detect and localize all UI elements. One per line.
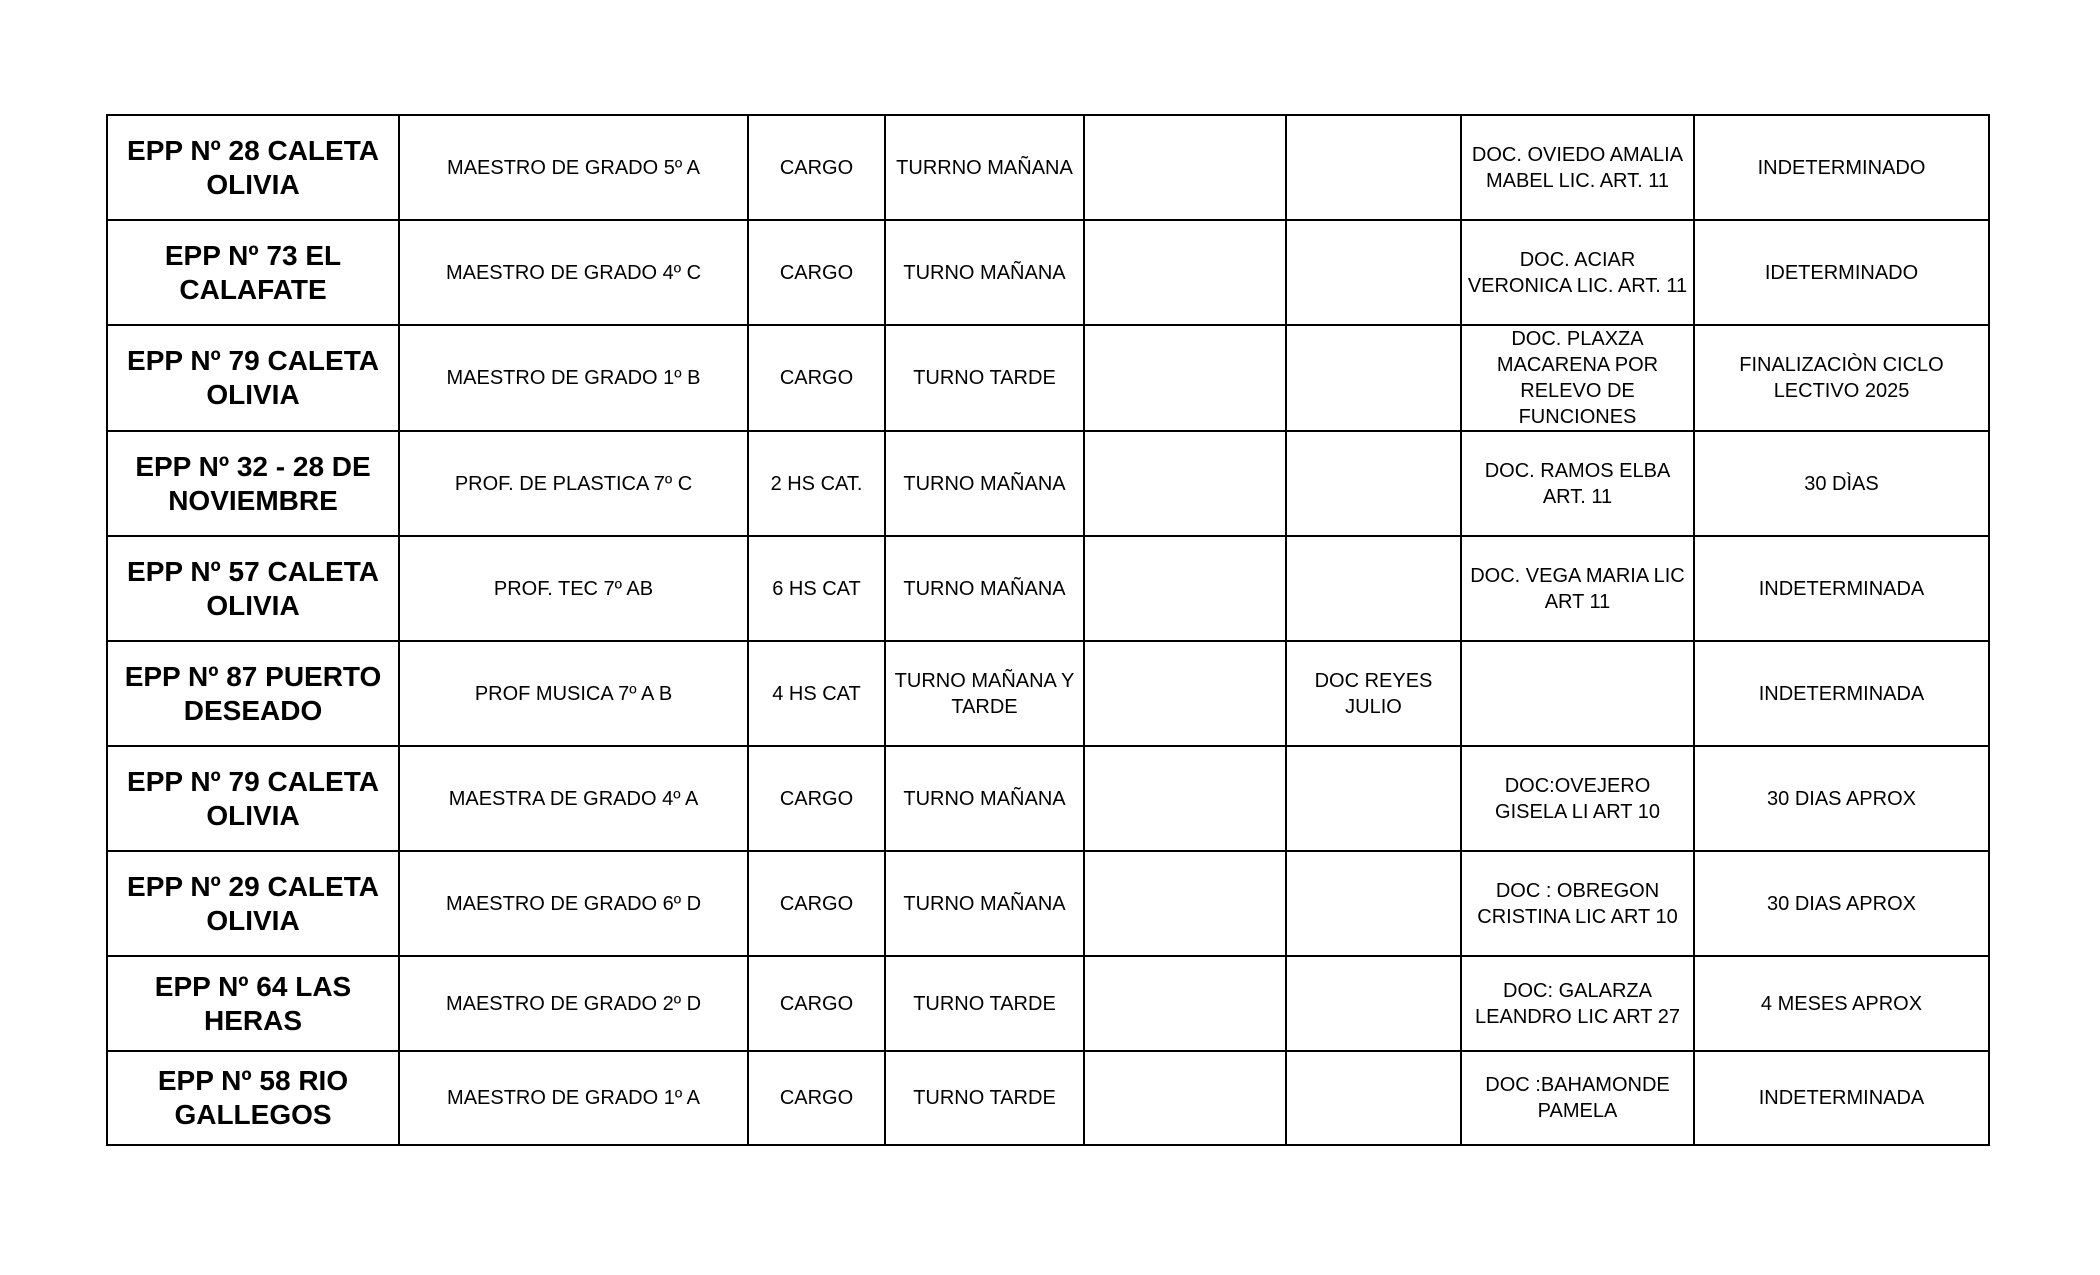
teacher-cell: DOC. PLAXZA MACARENA POR RELEVO DE FUNCIONES xyxy=(1461,325,1694,431)
assignment-type-cell: CARGO xyxy=(748,851,885,956)
table-row xyxy=(107,1051,1989,1145)
assignment-type-cell: 2 HS CAT. xyxy=(748,431,885,536)
teacher-cell: DOC :BAHAMONDE PAMELA xyxy=(1461,1051,1694,1145)
shift-cell: TURNO TARDE xyxy=(885,956,1084,1051)
school-cell: EPP Nº 79 CALETA OLIVIA xyxy=(107,325,399,431)
table-row xyxy=(107,641,1989,746)
duration-cell: 30 DÌAS xyxy=(1694,431,1989,536)
duration-cell: FINALIZACIÒN CICLO LECTIVO 2025 xyxy=(1694,325,1989,431)
school-cell: EPP Nº 64 LAS HERAS xyxy=(107,956,399,1051)
duration-cell: 30 DIAS APROX xyxy=(1694,851,1989,956)
table-row xyxy=(107,851,1989,956)
duration-cell: INDETERMINADA xyxy=(1694,536,1989,641)
table-row xyxy=(107,220,1989,325)
position-cell: MAESTRO DE GRADO 1º B xyxy=(399,325,748,431)
shift-cell: TURNO MAÑANA xyxy=(885,851,1084,956)
position-cell: MAESTRO DE GRADO 4º C xyxy=(399,220,748,325)
empty-cell xyxy=(1084,851,1286,956)
shift-cell: TURNO MAÑANA xyxy=(885,746,1084,851)
teacher-cell: DOC : OBREGON CRISTINA LIC ART 10 xyxy=(1461,851,1694,956)
assignment-type-cell: CARGO xyxy=(748,746,885,851)
shift-cell: TURNO MAÑANA xyxy=(885,536,1084,641)
shift-cell: TURNO MAÑANA xyxy=(885,431,1084,536)
duration-cell: 30 DIAS APROX xyxy=(1694,746,1989,851)
assignment-type-cell: CARGO xyxy=(748,325,885,431)
assignment-type-cell: CARGO xyxy=(748,220,885,325)
assignment-type-cell: 6 HS CAT xyxy=(748,536,885,641)
substitute-cell xyxy=(1286,746,1461,851)
assignment-type-cell: CARGO xyxy=(748,115,885,220)
shift-cell: TURRNO MAÑANA xyxy=(885,115,1084,220)
duration-cell: INDETERMINADO xyxy=(1694,115,1989,220)
substitute-cell: DOC REYES JULIO xyxy=(1286,641,1461,746)
assignment-type-cell: 4 HS CAT xyxy=(748,641,885,746)
shift-cell: TURNO MAÑANA xyxy=(885,220,1084,325)
vacancy-table xyxy=(106,114,1990,1146)
teacher-cell: DOC: GALARZA LEANDRO LIC ART 27 xyxy=(1461,956,1694,1051)
empty-cell xyxy=(1084,956,1286,1051)
school-cell: EPP Nº 58 RIO GALLEGOS xyxy=(107,1051,399,1145)
school-cell: EPP Nº 79 CALETA OLIVIA xyxy=(107,746,399,851)
empty-cell xyxy=(1084,220,1286,325)
position-cell: PROF MUSICA 7º A B xyxy=(399,641,748,746)
substitute-cell xyxy=(1286,851,1461,956)
position-cell: MAESTRO DE GRADO 5º A xyxy=(399,115,748,220)
substitute-cell xyxy=(1286,325,1461,431)
duration-cell: INDETERMINADA xyxy=(1694,641,1989,746)
duration-cell: 4 MESES APROX xyxy=(1694,956,1989,1051)
shift-cell: TURNO MAÑANA Y TARDE xyxy=(885,641,1084,746)
substitute-cell xyxy=(1286,115,1461,220)
table-row xyxy=(107,431,1989,536)
table-row xyxy=(107,536,1989,641)
table-row xyxy=(107,746,1989,851)
teacher-cell: DOC. VEGA MARIA LIC ART 11 xyxy=(1461,536,1694,641)
empty-cell xyxy=(1084,431,1286,536)
teacher-cell xyxy=(1461,641,1694,746)
duration-cell: INDETERMINADA xyxy=(1694,1051,1989,1145)
substitute-cell xyxy=(1286,431,1461,536)
empty-cell xyxy=(1084,641,1286,746)
substitute-cell xyxy=(1286,536,1461,641)
school-cell: EPP Nº 32 - 28 DE NOVIEMBRE xyxy=(107,431,399,536)
table-row xyxy=(107,325,1989,431)
teacher-cell: DOC. ACIAR VERONICA LIC. ART. 11 xyxy=(1461,220,1694,325)
substitute-cell xyxy=(1286,1051,1461,1145)
position-cell: MAESTRO DE GRADO 2º D xyxy=(399,956,748,1051)
school-cell: EPP Nº 29 CALETA OLIVIA xyxy=(107,851,399,956)
position-cell: PROF. DE PLASTICA 7º C xyxy=(399,431,748,536)
teacher-cell: DOC. RAMOS ELBA ART. 11 xyxy=(1461,431,1694,536)
empty-cell xyxy=(1084,536,1286,641)
teacher-cell: DOC:OVEJERO GISELA LI ART 10 xyxy=(1461,746,1694,851)
school-cell: EPP Nº 87 PUERTO DESEADO xyxy=(107,641,399,746)
empty-cell xyxy=(1084,115,1286,220)
shift-cell: TURNO TARDE xyxy=(885,325,1084,431)
substitute-cell xyxy=(1286,956,1461,1051)
position-cell: MAESTRA DE GRADO 4º A xyxy=(399,746,748,851)
shift-cell: TURNO TARDE xyxy=(885,1051,1084,1145)
assignment-type-cell: CARGO xyxy=(748,956,885,1051)
empty-cell xyxy=(1084,746,1286,851)
empty-cell xyxy=(1084,325,1286,431)
school-cell: EPP Nº 28 CALETA OLIVIA xyxy=(107,115,399,220)
teacher-cell: DOC. OVIEDO AMALIA MABEL LIC. ART. 11 xyxy=(1461,115,1694,220)
table-row xyxy=(107,956,1989,1051)
duration-cell: IDETERMINADO xyxy=(1694,220,1989,325)
assignment-type-cell: CARGO xyxy=(748,1051,885,1145)
table-body xyxy=(107,115,1989,1145)
table-row xyxy=(107,115,1989,220)
position-cell: MAESTRO DE GRADO 6º D xyxy=(399,851,748,956)
school-cell: EPP Nº 73 EL CALAFATE xyxy=(107,220,399,325)
position-cell: MAESTRO DE GRADO 1º A xyxy=(399,1051,748,1145)
empty-cell xyxy=(1084,1051,1286,1145)
substitute-cell xyxy=(1286,220,1461,325)
position-cell: PROF. TEC 7º AB xyxy=(399,536,748,641)
school-cell: EPP Nº 57 CALETA OLIVIA xyxy=(107,536,399,641)
